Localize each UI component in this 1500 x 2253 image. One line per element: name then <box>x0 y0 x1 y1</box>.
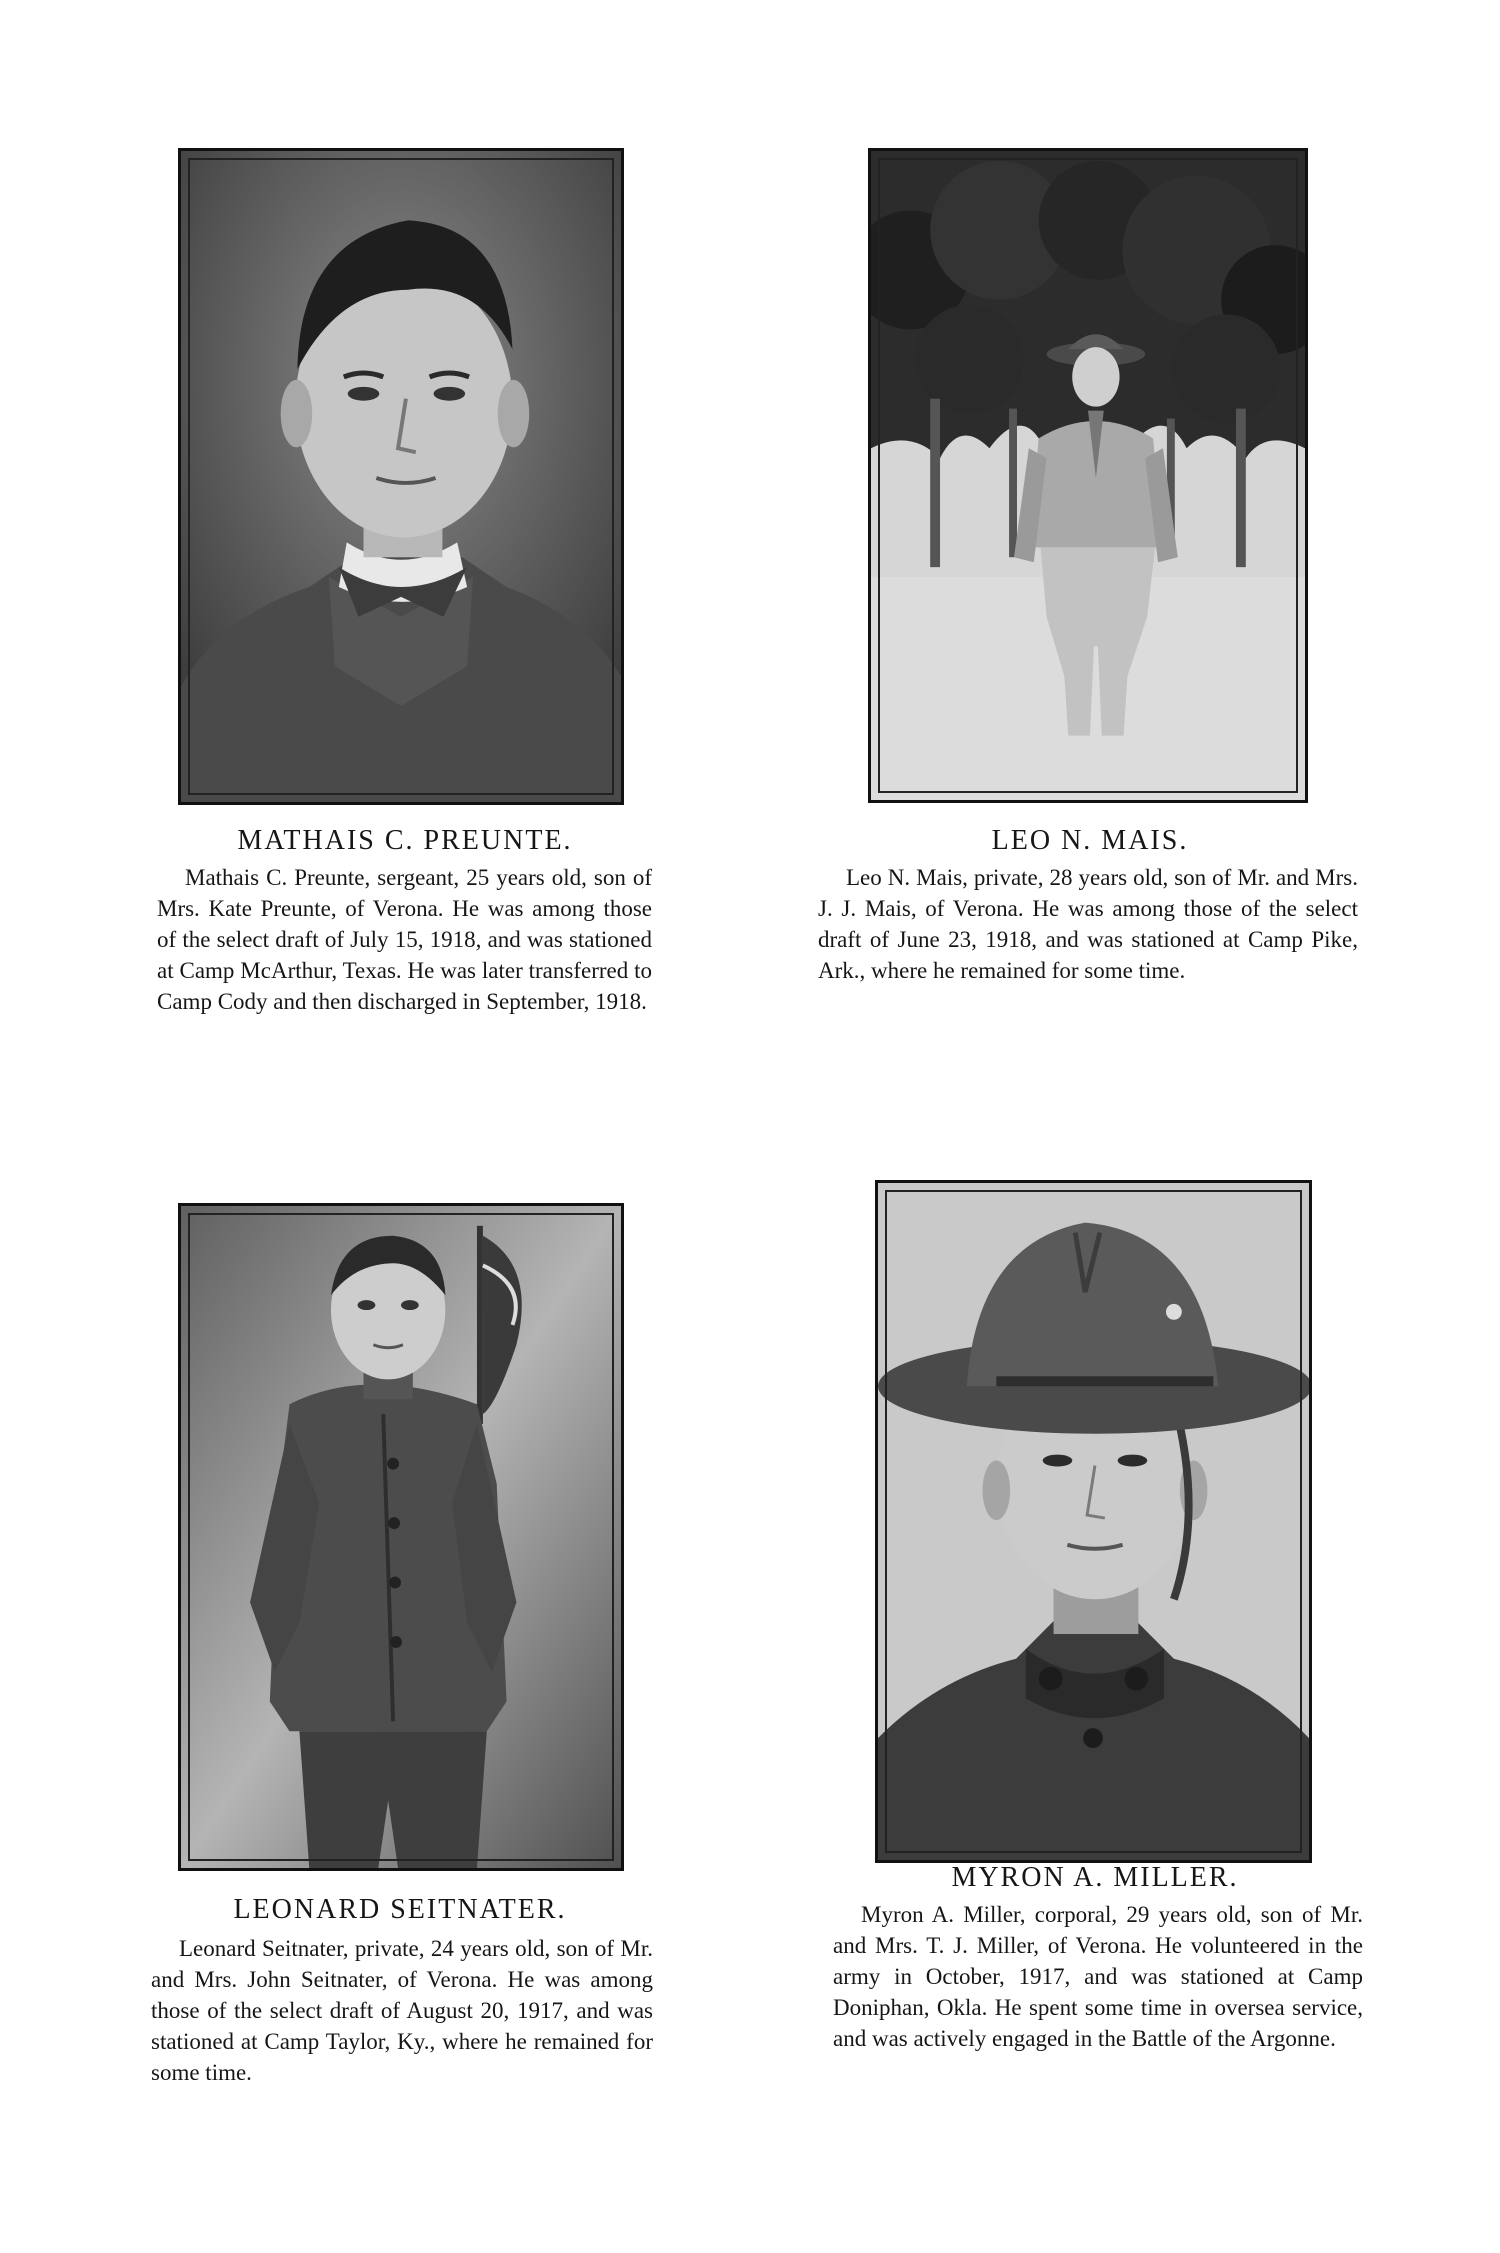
bio-text-seitnater: Leonard Seitnater, private, 24 years old, son of Mr. and Mrs. John Seitnater, of Verona. He was among those of the select draft of August 20, 1917, and was stationed at Camp Taylor, Ky., where he remained for some time. <box>151 1936 653 2085</box>
portrait-illustration-seitnater <box>181 1206 621 1868</box>
portrait-photo-seitnater <box>178 1203 624 1871</box>
bio-text-miller: Myron A. Miller, corporal, 29 years old, son of Mr. and Mrs. T. J. Miller, of Verona. He volunteered in the army in October, 1917, and was stationed at Camp Doniphan, Okla. He spent some time in oversea service, and was actively engaged in the Battle of the Argonne. <box>833 1902 1363 2051</box>
portrait-photo-preunte <box>178 148 624 805</box>
portrait-illustration-preunte <box>181 151 621 802</box>
name-heading-preunte: MATHAIS C. PREUNTE. <box>237 825 573 856</box>
portrait-illustration-mais <box>871 151 1305 800</box>
bio-text-preunte: Mathais C. Preunte, sergeant, 25 years old, son of Mrs. Kate Preunte, of Verona. He was among those of the select draft of July 15, 1918, and was stationed at Camp McArthur, Texas. He was later transferred to Camp Cody and then discharged in September, 1918. <box>157 865 652 1014</box>
name-heading-miller: MYRON A. MILLER. <box>951 1862 1239 1893</box>
name-heading-mais: LEO N. MAIS. <box>991 825 1189 856</box>
portrait-photo-mais <box>868 148 1308 803</box>
name-heading-seitnater: LEONARD SEITNATER. <box>233 1894 567 1925</box>
portrait-illustration-miller <box>878 1183 1309 1860</box>
portrait-photo-miller <box>875 1180 1312 1863</box>
bio-text-mais: Leo N. Mais, private, 28 years old, son of Mr. and Mrs. J. J. Mais, of Verona. He was among those of the select draft of June 23, 1918, and was stationed at Camp Pike, Ark., where he remained for some time. <box>818 865 1358 983</box>
